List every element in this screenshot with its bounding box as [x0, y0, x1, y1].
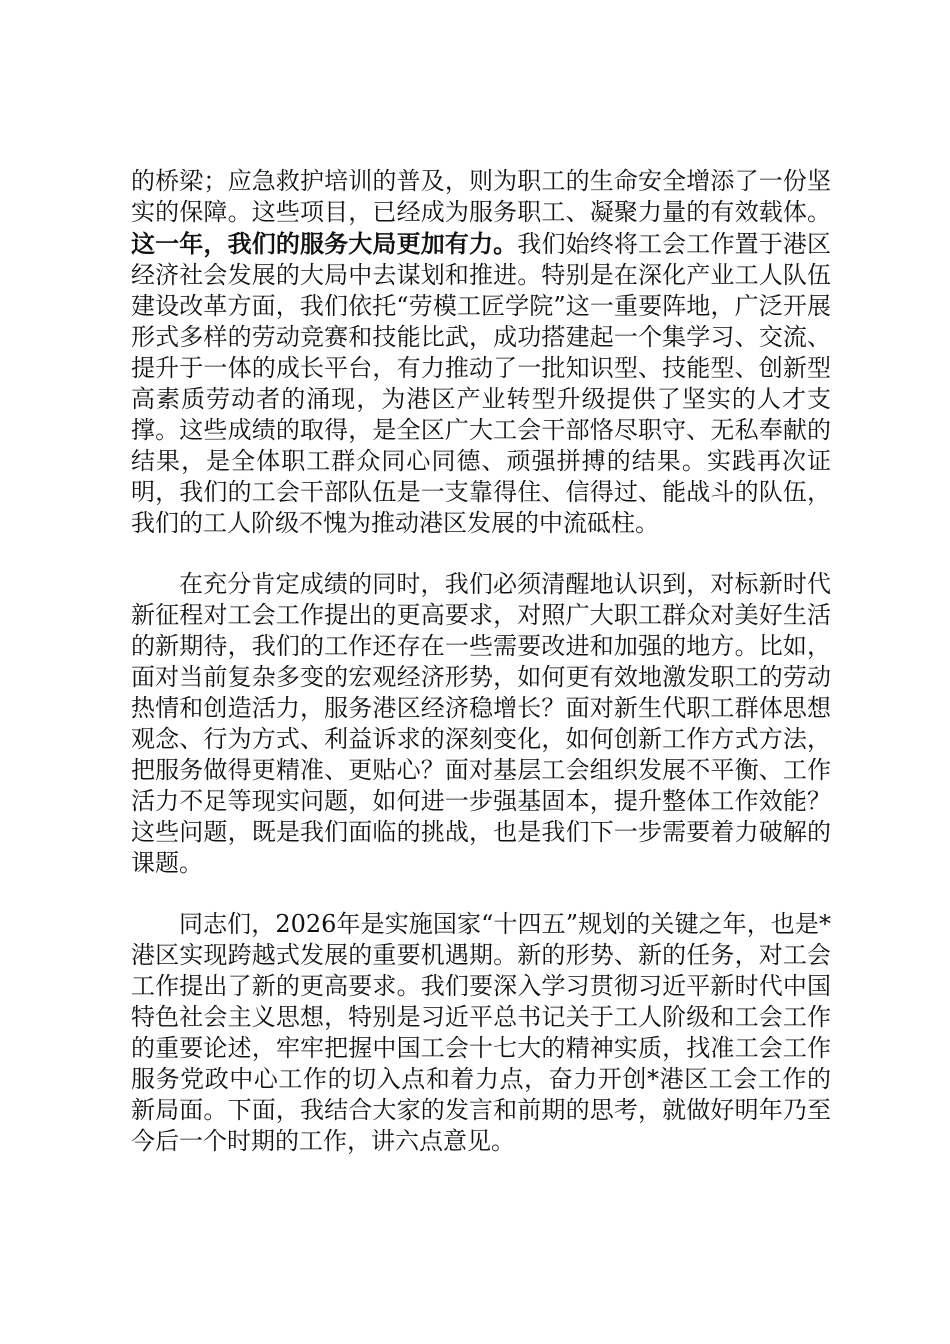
paragraph-1	[131, 166, 831, 539]
paragraph-text: 的桥梁；应急救护培训的普及，则为职工的生命安全增添了一份坚实的保障。这些项目，已经成为服务职工、凝聚力量的有效载体。	[131, 167, 831, 226]
paragraph-3	[131, 909, 831, 1157]
paragraph-text: 同志们，2026年是实施国家“十四五”规划的关键之年，也是*港区实现跨越式发展的重要机遇期。新的形势、新的任务，对工会工作提出了新的更高要求。我们要深入学习贯彻习近平新时代中国特色社会主义思想，特别是习近平总书记关于工人阶级和工会工作的重要论述，牢牢把握中国工会十七大的精神实质，找准工会工作服务党政中心工作的切入点和着力点，奋力开创*港区工会工作的新局面。下面，我结合大家的发言和前期的思考，就做好明年乃至今后一个时期的工作，讲六点意见。	[131, 910, 831, 1155]
document-page	[131, 166, 831, 1157]
paragraph-text: 在充分肯定成绩的同时，我们必须清醒地认识到，对标新时代新征程对工会工作提出的更高要求，对照广大职工群众对美好生活的新期待，我们的工作还存在一些需要改进和加强的地方。比如，面对当前复杂多变的宏观经济形势，如何更有效地激发职工的劳动热情和创造活力，服务港区经济稳增长？面对新生代职工群体思想观念、行为方式、利益诉求的深刻变化，如何创新工作方式方法，把服务做得更精准、更贴心？面对基层工会组织发展不平衡、工作活力不足等现实问题，如何进一步强基固本，提升整体工作效能？这些问题，既是我们面临的挑战，也是我们下一步需要着力破解的课题。	[131, 570, 831, 877]
bold-heading-phrase: 这一年，我们的服务大局更加有力。	[131, 229, 518, 258]
paragraph-2	[131, 569, 831, 879]
paragraph-text: 我们始终将工会工作置于港区经济社会发展的大局中去谋划和推进。特别是在深化产业工人队伍建设改革方面，我们依托“劳模工匠学院”这一重要阵地，广泛开展形式多样的劳动竞赛和技能比武，成功搭建起一个集学习、交流、提升于一体的成长平台，有力推动了一批知识型、技能型、创新型高素质劳动者的涌现，为港区产业转型升级提供了坚实的人才支撑。这些成绩的取得，是全区广大工会干部恪尽职守、无私奉献的结果，是全体职工群众同心同德、顽强拼搏的结果。实践再次证明，我们的工会干部队伍是一支靠得住、信得过、能战斗的队伍，我们的工人阶级不愧为推动港区发展的中流砥柱。	[131, 230, 832, 537]
